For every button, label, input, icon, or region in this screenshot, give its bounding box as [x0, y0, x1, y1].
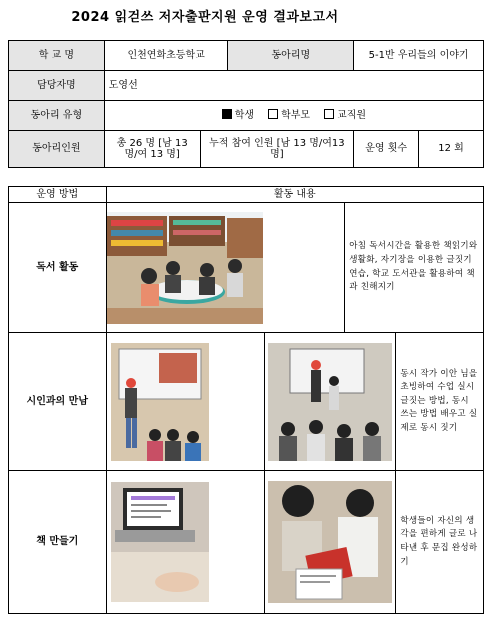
cumulative-count: 누적 참여 인원 [남 13 명/여13 명]	[200, 131, 354, 168]
content-header: 활동 내용	[106, 187, 483, 203]
book-photo-1	[111, 482, 209, 602]
activity-name: 독서 활동	[9, 203, 107, 333]
activity-description: 학생들이 자신의 생각을 편하게 글로 나타낸 후 문집 완성하기	[400, 515, 478, 567]
activity-description: 아침 독서시간을 활용한 책읽기와 생활화, 자기장을 이용한 글짓기 연습, 학교 도서관을 활용하여 책과 친해지기	[345, 203, 484, 333]
members-label: 동아리인원	[9, 131, 105, 168]
type-option-student: 학생	[222, 109, 254, 122]
checkbox-empty-icon	[324, 109, 334, 119]
type-option-parent: 학부모	[268, 109, 310, 122]
activities-table	[8, 186, 484, 614]
type-options	[105, 109, 483, 122]
sessions-label: 운영 횟수	[354, 131, 419, 167]
reading-photo	[107, 212, 263, 324]
activity-name: 책 만들기	[9, 471, 107, 614]
club-label: 동아리명	[228, 41, 354, 71]
sessions-cell	[354, 131, 484, 168]
sessions-value: 12 회	[438, 143, 464, 155]
activity-name: 시인과의 만남	[9, 333, 107, 471]
checkbox-checked-icon	[222, 109, 232, 119]
checkbox-empty-icon	[268, 109, 278, 119]
poet-photo-2	[268, 343, 392, 461]
members-count: 총 26 명 [남 13 명/여 13 명]	[104, 131, 200, 168]
poet-photo-1	[111, 343, 209, 461]
method-header: 운영 방법	[9, 187, 107, 203]
teacher-label: 담당자명	[9, 71, 105, 101]
type-label: 동아리 유형	[9, 101, 105, 131]
type-option-staff: 교직원	[324, 109, 366, 122]
info-table	[8, 40, 484, 168]
book-photo-2	[268, 481, 392, 603]
school-label: 학 교 명	[9, 41, 105, 71]
activity-description: 동시 작가 이안 님을 초빙하여 수업 실시 글짓는 방법, 동시 쓰는 방법 배우고 실제로 동시 짓기	[400, 368, 478, 433]
teacher-name: 도영선	[104, 71, 483, 101]
report-title: 2024 읽걷쓰 저자출판지원 운영 결과보고서	[71, 10, 339, 25]
club-name: 5-1반 우리들의 이야기	[354, 41, 484, 71]
school-name: 인천연화초등학교	[104, 41, 228, 71]
